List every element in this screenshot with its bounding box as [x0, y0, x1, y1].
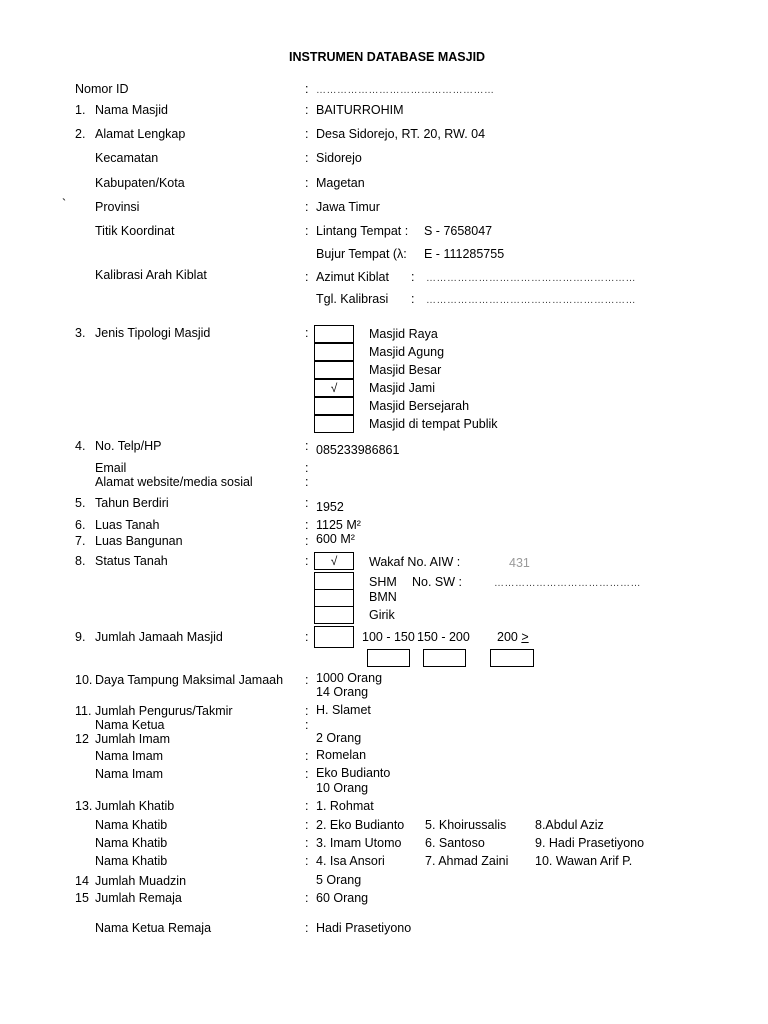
- num-12: 12: [75, 732, 89, 746]
- value-remaja[interactable]: 60 Orang: [316, 891, 369, 905]
- label-alamat: Alamat Lengkap: [95, 127, 186, 141]
- label-tipologi-option: Masjid Agung: [369, 345, 445, 359]
- value-nama-imam-1[interactable]: Romelan: [316, 748, 367, 762]
- colon: :: [305, 82, 309, 96]
- label-kecamatan: Kecamatan: [95, 151, 159, 165]
- checkbox-jamaah-lt-100[interactable]: [314, 626, 354, 648]
- colon: :: [305, 718, 309, 732]
- colon: :: [305, 127, 309, 141]
- value-nama-khatib[interactable]: 2. Eko Budianto: [316, 818, 405, 832]
- label-jamaah: Jumlah Jamaah Masjid: [95, 630, 223, 644]
- value-10-orang[interactable]: 10 Orang: [316, 781, 369, 795]
- label-nomor-id: Nomor ID: [75, 82, 129, 96]
- checkbox-tipologi[interactable]: [314, 325, 354, 343]
- checkbox-wakaf[interactable]: √: [314, 552, 354, 570]
- value-wakaf[interactable]: 431: [509, 556, 530, 570]
- colon: :: [305, 704, 309, 718]
- colon: :: [305, 673, 309, 687]
- value-bujur[interactable]: E - 111285755: [424, 247, 505, 261]
- label-luas-bangunan: Luas Bangunan: [95, 534, 183, 548]
- value-nama-khatib[interactable]: 7. Ahmad Zaini: [425, 854, 509, 868]
- value-ketua-remaja[interactable]: Hadi Prasetiyono: [316, 921, 412, 935]
- value-nama-khatib[interactable]: 9. Hadi Prasetiyono: [535, 836, 645, 850]
- label-tgl-kalibrasi: Tgl. Kalibrasi: [316, 292, 389, 306]
- label-azimut: Azimut Kiblat: [316, 270, 389, 284]
- num-6: 6.: [75, 518, 86, 532]
- value-nama-khatib[interactable]: 8.Abdul Aziz: [535, 818, 604, 832]
- colon: :: [305, 518, 309, 532]
- label-imam: Jumlah Imam: [95, 732, 171, 746]
- num-7: 7.: [75, 534, 86, 548]
- num-2: 2.: [75, 127, 86, 141]
- value-nama-imam-2[interactable]: Eko Budianto: [316, 766, 391, 780]
- value-luas-tanah[interactable]: 1125 M²: [316, 518, 361, 532]
- value-tgl-kalibrasi[interactable]: ……………………………………………………: [426, 295, 636, 306]
- label-bujur: Bujur Tempat (λ:: [316, 247, 407, 261]
- colon: :: [305, 891, 309, 905]
- checkbox-bmn[interactable]: [314, 589, 354, 607]
- value-nama-khatib[interactable]: 5. Khoirussalis: [425, 818, 507, 832]
- label-khatib: Jumlah Khatib: [95, 799, 175, 813]
- label-nama-khatib: Nama Khatib: [95, 854, 168, 868]
- value-tahun[interactable]: 1952: [316, 500, 344, 514]
- label-bmn: BMN: [369, 590, 397, 604]
- num-14: 14: [75, 874, 89, 888]
- num-4: 4.: [75, 439, 86, 453]
- checkbox-jamaah-100-150[interactable]: [367, 649, 410, 667]
- value-sw[interactable]: ……………………………………: [494, 578, 641, 589]
- value-nama-masjid[interactable]: BAITURROHIM: [316, 103, 404, 117]
- label-nama-khatib: Nama Khatib: [95, 818, 168, 832]
- colon: :: [411, 270, 415, 284]
- value-nama-khatib[interactable]: 3. Imam Utomo: [316, 836, 402, 850]
- value-imam[interactable]: 2 Orang: [316, 731, 362, 745]
- page-title: INSTRUMEN DATABASE MASJID: [289, 50, 486, 64]
- value-luas-bangunan[interactable]: 600 M²: [316, 532, 355, 546]
- checkbox-jamaah-200[interactable]: [490, 649, 534, 667]
- colon: :: [305, 224, 309, 238]
- checkbox-tipologi[interactable]: [314, 361, 354, 379]
- label-kalibrasi: Kalibrasi Arah Kiblat: [95, 268, 207, 282]
- checkbox-tipologi[interactable]: [314, 397, 354, 415]
- colon: :: [305, 475, 309, 489]
- num-5: 5.: [75, 496, 86, 510]
- colon: :: [305, 921, 309, 935]
- value-telp[interactable]: 085233986861: [316, 443, 400, 457]
- label-tipologi-option: Masjid Jami: [369, 381, 435, 395]
- label-koordinat: Titik Koordinat: [95, 224, 175, 238]
- value-ketua[interactable]: H. Slamet: [316, 703, 371, 717]
- num-8: 8.: [75, 554, 86, 568]
- stray-mark: `: [62, 197, 67, 211]
- label-status-tanah: Status Tanah: [95, 554, 168, 568]
- label-email: Email: [95, 461, 127, 475]
- value-nomor-id[interactable]: ……………………………………………: [316, 85, 495, 96]
- value-azimut[interactable]: ……………………………………………………: [426, 273, 636, 284]
- checkbox-tipologi[interactable]: [314, 343, 354, 361]
- colon: :: [305, 151, 309, 165]
- colon: :: [305, 836, 309, 850]
- num-11: 11.: [75, 704, 92, 718]
- colon: :: [305, 854, 309, 868]
- colon: :: [305, 799, 309, 813]
- value-kecamatan[interactable]: Sidorejo: [316, 151, 362, 165]
- num-13: 13.: [75, 799, 93, 813]
- value-daya-tampung[interactable]: 1000 Orang: [316, 671, 383, 685]
- label-ketua-remaja: Nama Ketua Remaja: [95, 921, 212, 935]
- label-kabupaten: Kabupaten/Kota: [95, 176, 185, 190]
- label-muadzin: Jumlah Muadzin: [95, 874, 187, 888]
- label-lintang: Lintang Tempat :: [316, 224, 409, 238]
- label-provinsi: Provinsi: [95, 200, 140, 214]
- label-ketua: Nama Ketua: [95, 718, 165, 732]
- value-pengurus[interactable]: 14 Orang: [316, 685, 369, 699]
- label-wakaf: Wakaf No. AIW :: [369, 555, 461, 569]
- label-tipologi-option: Masjid Raya: [369, 327, 438, 341]
- label-nama-imam-1: Nama Imam: [95, 749, 164, 763]
- colon: :: [305, 767, 309, 781]
- label-pengurus: Jumlah Pengurus/Takmir: [95, 704, 233, 718]
- value-alamat[interactable]: Desa Sidorejo, RT. 20, RW. 04: [316, 127, 486, 141]
- colon: :: [305, 461, 309, 475]
- value-provinsi[interactable]: Jawa Timur: [316, 200, 380, 214]
- label-tipologi: Jenis Tipologi Masjid: [95, 326, 211, 340]
- value-nama-khatib[interactable]: 10. Wawan Arif P.: [535, 854, 633, 868]
- checkbox-tipologi[interactable]: [314, 415, 354, 433]
- num-10: 10.: [75, 673, 93, 687]
- label-telp: No. Telp/HP: [95, 439, 162, 453]
- checkbox-shm[interactable]: [314, 572, 354, 590]
- colon: :: [305, 630, 309, 644]
- label-daya-tampung: Daya Tampung Maksimal Jamaah: [95, 673, 284, 687]
- value-nama-khatib[interactable]: 4. Isa Ansori: [316, 854, 385, 868]
- value-kabupaten[interactable]: Magetan: [316, 176, 365, 190]
- num-1: 1.: [75, 103, 86, 117]
- num-9: 9.: [75, 630, 86, 644]
- label-jamaah-100-150: 100 - 150: [362, 630, 415, 644]
- colon: :: [305, 439, 309, 453]
- value-nama-khatib[interactable]: 6. Santoso: [425, 836, 485, 850]
- num-15: 15: [75, 891, 89, 905]
- label-nama-masjid: Nama Masjid: [95, 103, 168, 117]
- colon: :: [305, 534, 309, 548]
- label-jamaah-150-200: 150 - 200: [417, 630, 470, 644]
- label-nama-khatib: Nama Khatib: [95, 836, 168, 850]
- label-tipologi-option: Masjid Besar: [369, 363, 442, 377]
- label-remaja: Jumlah Remaja: [95, 891, 182, 905]
- label-luas-tanah: Luas Tanah: [95, 518, 160, 532]
- colon: :: [305, 103, 309, 117]
- label-website: Alamat website/media sosial: [95, 475, 253, 489]
- colon: :: [305, 496, 309, 510]
- colon: :: [305, 749, 309, 763]
- colon: :: [305, 326, 309, 340]
- label-tipologi-option: Masjid di tempat Publik: [369, 417, 498, 431]
- label-girik: Girik: [369, 608, 395, 622]
- checkbox-girik[interactable]: [314, 606, 354, 624]
- colon: :: [305, 554, 309, 568]
- label-tipologi-option: Masjid Bersejarah: [369, 399, 470, 413]
- value-muadzin[interactable]: 5 Orang: [316, 873, 362, 887]
- colon: :: [305, 200, 309, 214]
- colon: :: [305, 818, 309, 832]
- colon: :: [411, 292, 415, 306]
- colon: :: [305, 270, 309, 284]
- label-sw: No. SW :: [412, 575, 463, 589]
- label-nama-imam-2: Nama Imam: [95, 767, 164, 781]
- value-lintang[interactable]: S - 7658047: [424, 224, 493, 238]
- num-3: 3.: [75, 326, 86, 340]
- colon: :: [305, 176, 309, 190]
- label-shm: SHM: [369, 575, 397, 589]
- label-jamaah-200: 200 >: [497, 630, 529, 644]
- label-tahun: Tahun Berdiri: [95, 496, 169, 510]
- checkbox-tipologi[interactable]: √: [314, 379, 354, 397]
- value-khatib-1[interactable]: 1. Rohmat: [316, 799, 374, 813]
- checkbox-jamaah-150-200[interactable]: [423, 649, 466, 667]
